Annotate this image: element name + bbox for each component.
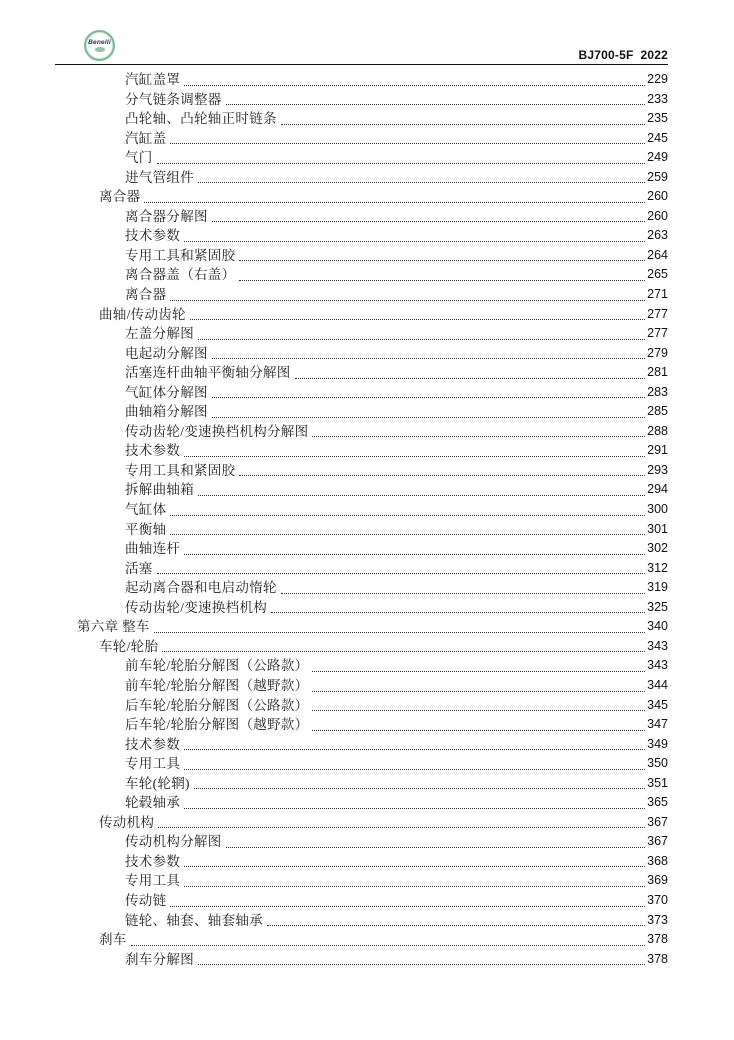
toc-entry-page: 271 (647, 287, 668, 302)
toc-entry-page: 365 (647, 795, 668, 810)
toc-entry[interactable] (55, 950, 668, 970)
toc-leader-dots (212, 397, 645, 398)
toc-entry-page: 344 (647, 677, 668, 692)
toc-entry[interactable] (55, 129, 668, 149)
toc-entry[interactable] (55, 344, 668, 364)
toc-entry-page: 265 (647, 267, 668, 282)
toc-entry-page: 294 (647, 482, 668, 497)
toc-entry-page: 347 (647, 717, 668, 732)
toc-entry-label: 链轮、轴套、轴套轴承 (125, 912, 263, 928)
toc-entry-page: 350 (647, 756, 668, 771)
header-model-code: BJ700-5F (578, 48, 634, 62)
toc-entry-page: 312 (647, 560, 668, 575)
toc-leader-dots (157, 163, 646, 164)
toc-leader-dots (157, 573, 646, 574)
toc-entry-label: 后车轮/轮胎分解图（越野款） (125, 717, 309, 733)
toc-entry-page: 368 (647, 853, 668, 868)
toc-entry[interactable] (55, 461, 668, 481)
toc-entry[interactable] (55, 168, 668, 188)
toc-entry-page: 281 (647, 365, 668, 380)
toc-entry[interactable] (55, 656, 668, 676)
header-divider (55, 64, 668, 65)
toc-entry[interactable] (55, 363, 668, 383)
toc-entry-page: 277 (647, 306, 668, 321)
toc-leader-dots (271, 612, 645, 613)
toc-entry[interactable] (55, 539, 668, 559)
toc-entry-label: 左盖分解图 (125, 326, 194, 342)
toc-entry-page: 370 (647, 892, 668, 907)
toc-entry-label: 前车轮/轮胎分解图（越野款） (125, 677, 309, 693)
toc-entry-label: 气缸体分解图 (125, 384, 208, 400)
toc-entry[interactable] (55, 500, 668, 520)
toc-entry-page: 279 (647, 345, 668, 360)
toc-entry[interactable] (55, 715, 668, 735)
toc-leader-dots (239, 280, 645, 281)
toc-entry[interactable] (55, 383, 668, 403)
toc-entry[interactable] (55, 793, 668, 813)
toc-entry-page: 325 (647, 599, 668, 614)
toc-entry[interactable] (55, 324, 668, 344)
toc-entry[interactable] (55, 735, 668, 755)
toc-leader-dots (312, 436, 645, 437)
toc-entry-label: 平衡轴 (125, 521, 167, 537)
toc-entry-page: 343 (647, 638, 668, 653)
toc-entry-page: 378 (647, 951, 668, 966)
toc-entry-label: 拆解曲轴箱 (125, 482, 194, 498)
toc-entry-page: 260 (647, 189, 668, 204)
toc-entry[interactable] (55, 911, 668, 931)
toc-leader-dots (312, 671, 645, 672)
toc-entry-page: 249 (647, 150, 668, 165)
toc-entry-label: 气缸体 (125, 502, 167, 518)
toc-entry[interactable] (55, 696, 668, 716)
toc-entry-label: 技术参数 (125, 228, 181, 244)
toc-entry[interactable] (55, 422, 668, 442)
toc-entry-label: 离合器 (125, 287, 167, 303)
toc-entry-page: 291 (647, 443, 668, 458)
toc-entry-page: 343 (647, 658, 668, 673)
toc-entry-label: 汽缸盖 (125, 130, 167, 146)
toc-leader-dots (170, 300, 645, 301)
toc-entry-page: 259 (647, 169, 668, 184)
toc-entry-label: 曲轴连杆 (125, 541, 181, 557)
toc-entry[interactable] (55, 402, 668, 422)
toc-entry[interactable] (55, 891, 668, 911)
toc-entry-label: 离合器 (99, 189, 141, 205)
toc-entry[interactable] (55, 930, 668, 950)
toc-entry-page: 277 (647, 326, 668, 341)
toc-entry-label: 专用工具 (125, 756, 181, 772)
toc-leader-dots (239, 260, 645, 261)
toc-leader-dots (131, 945, 646, 946)
toc-entry[interactable] (55, 207, 668, 227)
toc-entry-page: 367 (647, 834, 668, 849)
toc-leader-dots (184, 85, 645, 86)
toc-leader-dots (170, 534, 645, 535)
toc-leader-dots (212, 221, 645, 222)
toc-entry-page: 351 (647, 775, 668, 790)
toc-leader-dots (170, 515, 645, 516)
toc-leader-dots (194, 788, 645, 789)
toc-leader-dots (190, 319, 645, 320)
toc-entry-label: 离合器盖（右盖） (125, 267, 236, 283)
toc-leader-dots (239, 475, 645, 476)
toc-entry-page: 288 (647, 423, 668, 438)
toc-entry-label: 传动链 (125, 892, 167, 908)
table-of-contents (55, 70, 668, 969)
toc-entry-label: 电起动分解图 (125, 345, 208, 361)
benelli-logo-text: Benelli (88, 39, 111, 46)
toc-entry-label: 专用工具和紧固胶 (125, 462, 236, 478)
toc-entry[interactable] (55, 559, 668, 579)
toc-leader-dots (198, 182, 645, 183)
toc-entry-page: 319 (647, 580, 668, 595)
toc-leader-dots (162, 651, 645, 652)
toc-entry-label: 传动齿轮/变速换档机构分解图 (125, 423, 309, 439)
toc-entry[interactable] (55, 109, 668, 129)
toc-entry-label: 轮毂轴承 (125, 795, 181, 811)
toc-leader-dots (170, 906, 645, 907)
toc-entry-label: 进气管组件 (125, 169, 194, 185)
toc-leader-dots (281, 124, 645, 125)
toc-entry[interactable] (55, 578, 668, 598)
toc-leader-dots (198, 339, 645, 340)
toc-entry-page: 283 (647, 384, 668, 399)
toc-entry-page: 263 (647, 228, 668, 243)
toc-entry[interactable] (55, 598, 668, 618)
toc-leader-dots (198, 964, 645, 965)
toc-leader-dots (184, 241, 645, 242)
toc-entry[interactable] (55, 226, 668, 246)
toc-leader-dots (184, 554, 645, 555)
toc-entry[interactable] (55, 520, 668, 540)
toc-entry-label: 第六章 整车 (77, 619, 150, 635)
toc-leader-dots (184, 769, 645, 770)
toc-leader-dots (295, 378, 646, 379)
toc-leader-dots (184, 866, 645, 867)
toc-entry-page: 302 (647, 541, 668, 556)
toc-leader-dots (212, 417, 645, 418)
toc-leader-dots (170, 143, 645, 144)
toc-entry-label: 车轮/轮胎 (99, 638, 159, 654)
toc-entry-page: 378 (647, 932, 668, 947)
toc-entry-label: 后车轮/轮胎分解图（公路款） (125, 697, 309, 713)
toc-leader-dots (198, 495, 645, 496)
toc-leader-dots (184, 749, 645, 750)
toc-leader-dots (184, 886, 645, 887)
toc-entry-label: 传动机构 (99, 814, 155, 830)
toc-entry[interactable] (55, 774, 668, 794)
toc-entry-page: 301 (647, 521, 668, 536)
toc-entry[interactable] (55, 187, 668, 207)
toc-entry-page: 260 (647, 208, 668, 223)
toc-entry[interactable] (55, 832, 668, 852)
toc-entry-label: 传动齿轮/变速换档机构 (125, 599, 268, 615)
toc-leader-dots (158, 827, 645, 828)
toc-entry[interactable] (55, 480, 668, 500)
toc-entry-label: 离合器分解图 (125, 208, 208, 224)
toc-leader-dots (312, 710, 645, 711)
toc-entry-label: 刹车 (99, 932, 127, 948)
toc-entry-label: 传动机构分解图 (125, 834, 222, 850)
toc-entry-label: 活塞连杆曲轴平衡轴分解图 (125, 365, 291, 381)
toc-entry[interactable] (55, 285, 668, 305)
toc-entry[interactable] (55, 148, 668, 168)
toc-entry-label: 气门 (125, 150, 153, 166)
toc-entry-label: 汽缸盖罩 (125, 72, 181, 87)
toc-entry[interactable] (55, 90, 668, 110)
toc-entry-page: 367 (647, 814, 668, 829)
toc-entry-label: 专用工具和紧固胶 (125, 247, 236, 263)
toc-entry-label: 刹车分解图 (125, 951, 194, 967)
toc-leader-dots (312, 691, 645, 692)
toc-entry-label: 技术参数 (125, 443, 181, 459)
toc-entry-page: 285 (647, 404, 668, 419)
toc-entry-label: 分气链条调整器 (125, 91, 222, 107)
toc-entry-page: 245 (647, 130, 668, 145)
toc-entry-page: 293 (647, 462, 668, 477)
toc-entry-page: 373 (647, 912, 668, 927)
toc-entry-page: 264 (647, 247, 668, 262)
toc-entry[interactable] (55, 70, 668, 90)
toc-entry[interactable] (55, 754, 668, 774)
toc-entry-label: 凸轮轴、凸轮轴正时链条 (125, 111, 277, 127)
toc-entry-label: 起动离合器和电启动惰轮 (125, 580, 277, 596)
toc-entry[interactable] (55, 617, 668, 637)
toc-entry-label: 曲轴/传动齿轮 (99, 306, 186, 322)
toc-leader-dots (226, 104, 646, 105)
toc-entry-page: 235 (647, 111, 668, 126)
toc-leader-dots (226, 847, 646, 848)
toc-entry-label: 专用工具 (125, 873, 181, 889)
toc-entry[interactable] (55, 813, 668, 833)
toc-entry-page: 345 (647, 697, 668, 712)
toc-leader-dots (281, 593, 645, 594)
toc-leader-dots (154, 632, 645, 633)
toc-leader-dots (184, 808, 645, 809)
header-title (55, 48, 668, 62)
toc-entry-page: 369 (647, 873, 668, 888)
toc-entry-label: 车轮(轮辋) (125, 775, 190, 791)
toc-entry[interactable] (55, 246, 668, 266)
toc-entry[interactable] (55, 852, 668, 872)
toc-entry-page: 340 (647, 619, 668, 634)
toc-entry-page: 233 (647, 91, 668, 106)
header-model-year: 2022 (640, 48, 668, 62)
toc-entry[interactable] (55, 305, 668, 325)
toc-entry-page: 349 (647, 736, 668, 751)
toc-leader-dots (144, 202, 645, 203)
toc-entry-page: 229 (647, 72, 668, 86)
toc-entry[interactable] (55, 637, 668, 657)
toc-entry-label: 前车轮/轮胎分解图（公路款） (125, 658, 309, 674)
toc-entry-label: 技术参数 (125, 853, 181, 869)
toc-entry-label: 技术参数 (125, 736, 181, 752)
toc-entry-label: 曲轴箱分解图 (125, 404, 208, 420)
toc-entry-page: 300 (647, 502, 668, 517)
toc-leader-dots (212, 358, 645, 359)
toc-leader-dots (267, 925, 645, 926)
toc-entry[interactable] (55, 676, 668, 696)
toc-entry[interactable] (55, 441, 668, 461)
toc-entry-label: 活塞 (125, 560, 153, 576)
toc-entry[interactable] (55, 871, 668, 891)
toc-entry[interactable] (55, 265, 668, 285)
toc-leader-dots (184, 456, 645, 457)
toc-leader-dots (312, 730, 645, 731)
